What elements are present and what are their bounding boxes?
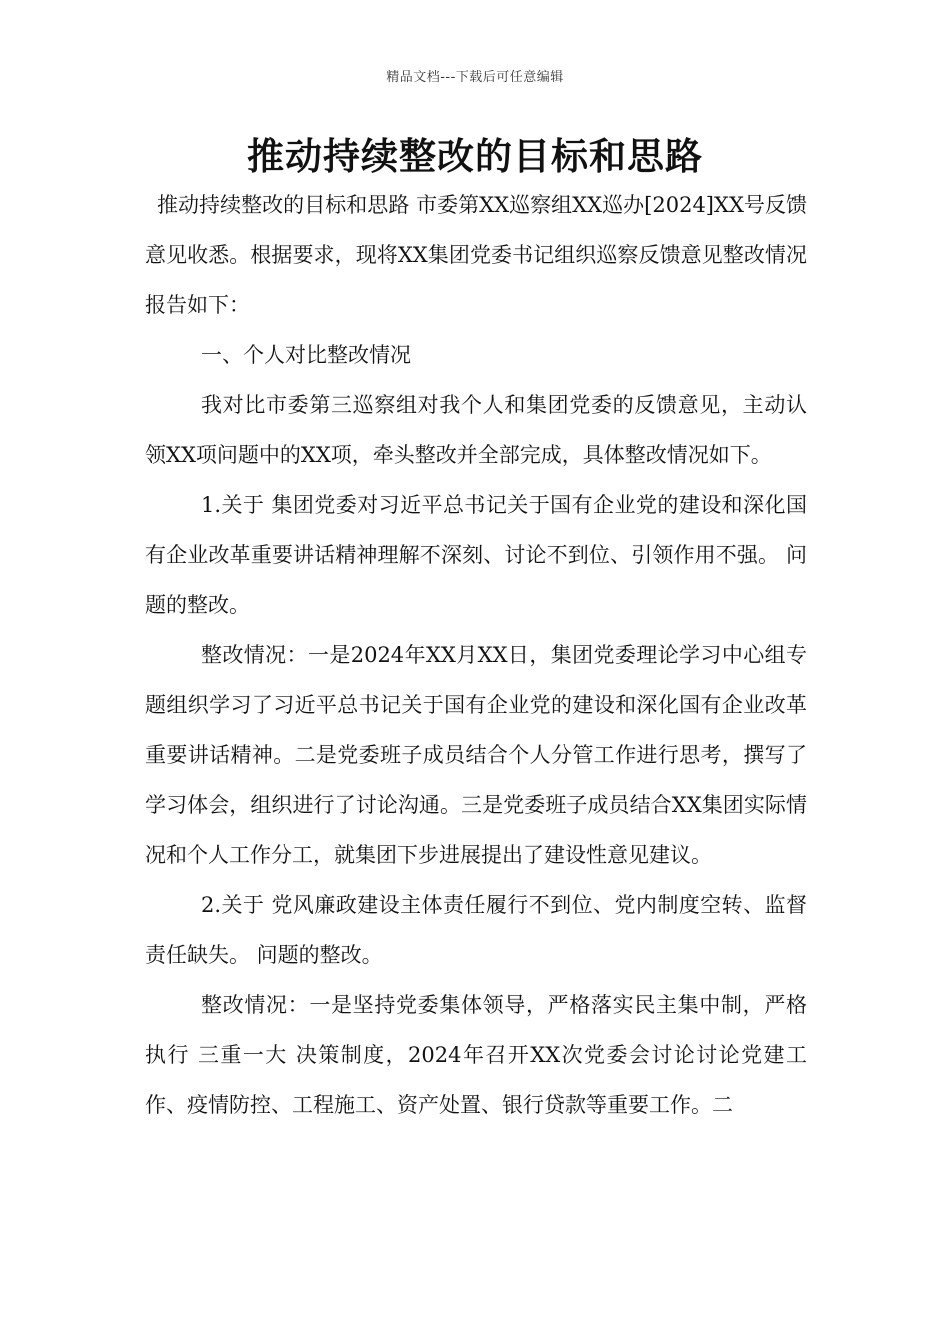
body-paragraph: 整改情况：一是坚持党委集体领导，严格落实民主集中制，严格执行 三重一大 决策制度，2024年召开XX次党委会讨论讨论党建工作、疫情防控、工程施工、资产处置、银行贷款等重要工作。二 xyxy=(145,993,807,1117)
document-body xyxy=(145,180,807,1130)
item-heading-1: 1.关于 集团党委对习近平总书记关于国有企业党的建设和深化国有企业改革重要讲话精神理解不深刻、讨论不到位、引领作用不强。 问题的整改。 xyxy=(145,493,807,617)
item-heading-2: 2.关于 党风廉政建设主体责任履行不到位、党内制度空转、监督责任缺失。 问题的整改。 xyxy=(145,893,807,967)
section-heading: 一、个人对比整改情况 xyxy=(201,343,411,367)
intro-paragraph: 推动持续整改的目标和思路 市委第XX巡察组XX巡办[2024]XX号反馈意见收悉。根据要求，现将XX集团党委书记组织巡察反馈意见整改情况报告如下： xyxy=(145,193,807,317)
header-note: 精品文档---下载后可任意编辑 xyxy=(386,70,564,85)
body-paragraph: 整改情况：一是2024年XX月XX日，集团党委理论学习中心组专题组织学习了习近平总书记关于国有企业党的建设和深化国有企业改革重要讲话精神。二是党委班子成员结合个人分管工作进行思考，撰写了学习体会，组织进行了讨论沟通。三是党委班子成员结合XX集团实际情况和个人工作分工，就集团下步进展提出了建设性意见建议。 xyxy=(145,643,807,867)
body-paragraph: 我对比市委第三巡察组对我个人和集团党委的反馈意见，主动认领XX项问题中的XX项，牵头整改并全部完成，具体整改情况如下。 xyxy=(145,393,807,467)
document-title: 推动持续整改的目标和思路 xyxy=(247,135,703,178)
